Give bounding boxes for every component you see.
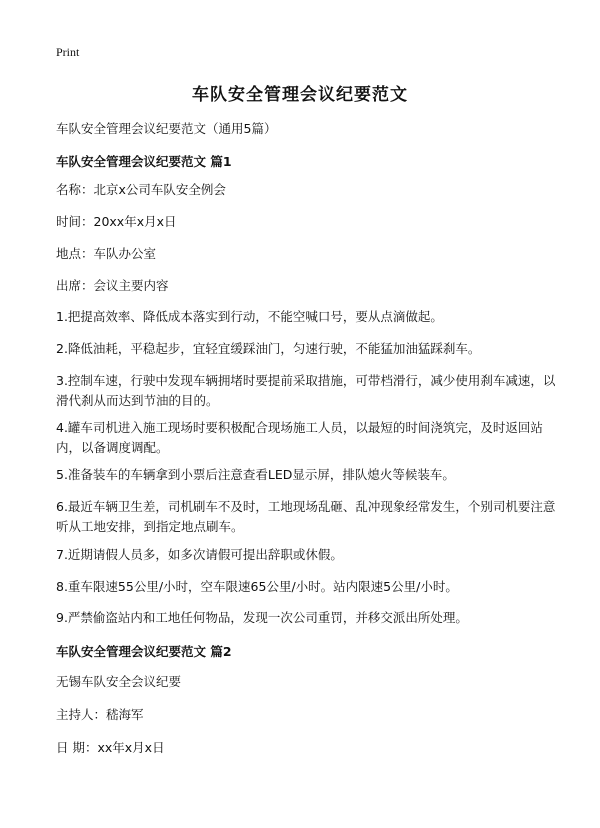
- list-item: 3.控制车速，行驶中发现车辆拥堵时要提前采取措施，可带档滑行，减少使用刹车减速，以滑代刹从而达到节油的目的。: [56, 373, 556, 408]
- meeting-place: 地点：车队办公室: [56, 246, 157, 261]
- list-item: 2.降低油耗，平稳起步，宜轻宜缓踩油门，匀速行驶，不能猛加油猛踩刹车。: [56, 341, 481, 356]
- document-subtitle: 车队安全管理会议纪要范文（通用5篇）: [56, 121, 277, 136]
- list-item: 7.近期请假人员多，如多次请假可提出辞职或休假。: [56, 547, 343, 562]
- list-item: 8.重车限速55公里/小时，空车限速65公里/小时。站内限速5公里/小时。: [56, 579, 458, 594]
- list-item: 6.最近车辆卫生差，司机刷车不及时，工地现场乱砸、乱冲现象经常发生，个别司机要注意听从工地安排，到指定地点刷车。: [56, 499, 556, 534]
- list-item: 5.准备装车的车辆拿到小票后注意查看LED显示屏，排队熄火等候装车。: [56, 467, 455, 482]
- section1-heading: 车队安全管理会议纪要范文 篇1: [56, 154, 232, 169]
- section2-name: 无锡车队安全会议纪要: [56, 674, 182, 689]
- list-item: 1.把提高效率、降低成本落实到行动，不能空喊口号，要从点滴做起。: [56, 309, 443, 324]
- section2-date: 日 期：xx年x月x日: [56, 740, 165, 755]
- list-item: 9.严禁偷盗站内和工地任何物品，发现一次公司重罚，并移交派出所处理。: [56, 610, 468, 625]
- list-item: 4.罐车司机进入施工现场时要积极配合现场施工人员，以最短的时间浇筑完，及时返回站内，以备调度调配。: [56, 420, 543, 455]
- meeting-name: 名称：北京x公司车队安全例会: [56, 182, 226, 197]
- document-title: 车队安全管理会议纪要范文: [192, 85, 408, 105]
- section2-heading: 车队安全管理会议纪要范文 篇2: [56, 644, 232, 659]
- meeting-attendance: 出席：会议主要内容: [56, 278, 169, 293]
- meeting-time: 时间：20xx年x月x日: [56, 214, 177, 229]
- print-link[interactable]: Print: [56, 45, 80, 59]
- section2-host: 主持人：嵇海军: [56, 707, 144, 722]
